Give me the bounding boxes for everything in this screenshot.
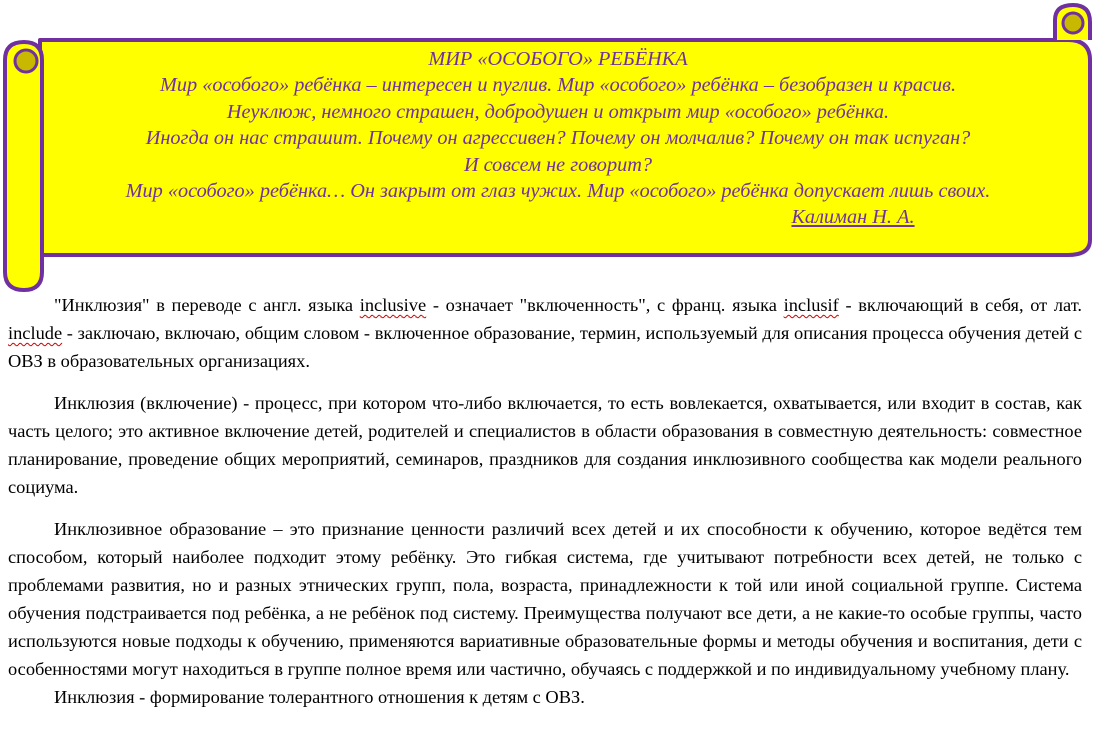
- paragraph-inclusion-process: Инклюзия (включение) - процесс, при котором что-либо включается, то есть вовлекается, охватывается, или входит в состав, как часть целого; это активное включение детей, родителей и специалистов в области образования в совместную деятельность: совместное планирование, проведение общих мероприятий, семинаров, праздников для создания инклюзивного сообщества как модели реального социума.: [8, 393, 1082, 497]
- word-inclusive: inclusive: [359, 295, 427, 315]
- paragraph-text: - означает "включенность", с франц. языка: [426, 295, 784, 315]
- scroll-left-roll-knob: [15, 50, 37, 72]
- paragraph-inclusive-education: Инклюзивное образование – это признание ценности различий всех детей и их способности к обучению, которое ведётся тем способом, который наиболее подходит этому ребёнку. Это гибкая система, где учитывают потребности всех детей, не только с проблемами развития, но и разных этнических групп, пола, возраста, принадлежности к той или иной социальной группе. Система обучения подстраивается под ребёнка, а не ребёнок под систему. Преимущества получают все дети, а не какие-то особые группы, часто используются новые подходы к обучению, применяются вариативные образовательные формы и методы обучения и воспитания, дети с особенностями могут находиться в группе полное время или частично, обучаясь с поддержкой и по индивидуальному учебному плану.: [8, 519, 1082, 679]
- scroll-top-curl-knob: [1063, 13, 1083, 33]
- author-name: Калиман Н. А.: [791, 206, 915, 229]
- paragraph-tolerance: Инклюзия - формирование толерантного отношения к детям с ОВЗ.: [54, 687, 585, 707]
- poem-line-1: Мир «особого» ребёнка – интересен и пуглив. Мир «особого» ребёнка – безобразен и красив.: [159, 74, 957, 97]
- article-body: [8, 291, 1082, 711]
- banner-text: [40, 46, 1076, 231]
- scroll-left-roll: [5, 42, 42, 290]
- poem-line-3: Иногда он нас страшит. Почему он агрессивен? Почему он молчалив? Почему он так испуган?: [145, 127, 971, 150]
- poem-line-2: Неуклюж, немного страшен, добродушен и открыт мир «особого» ребёнка.: [226, 100, 890, 123]
- word-include: include: [8, 323, 63, 343]
- banner-title: МИР «ОСОБОГО» РЕБЁНКА: [428, 48, 688, 70]
- paragraph-text: "Инклюзия" в переводе с англ. языка: [54, 295, 360, 315]
- paragraph-text: - заключаю, включаю, общим словом - включенное образование, термин, используемый для описания процесса обучения детей с ОВЗ в образовательных организациях.: [8, 323, 1082, 371]
- word-inclusif: inclusif: [783, 295, 839, 315]
- paragraph-text: - включающий в себя, от лат.: [838, 295, 1082, 315]
- poem-author: [40, 204, 1076, 230]
- poem-line-5: Мир «особого» ребёнка… Он закрыт от глаз чужих. Мир «особого» ребёнка допускает лишь своих.: [125, 180, 991, 203]
- paragraph-inclusion-definition: [8, 291, 1082, 375]
- poem-line-4: И совсем не говорит?: [463, 153, 653, 176]
